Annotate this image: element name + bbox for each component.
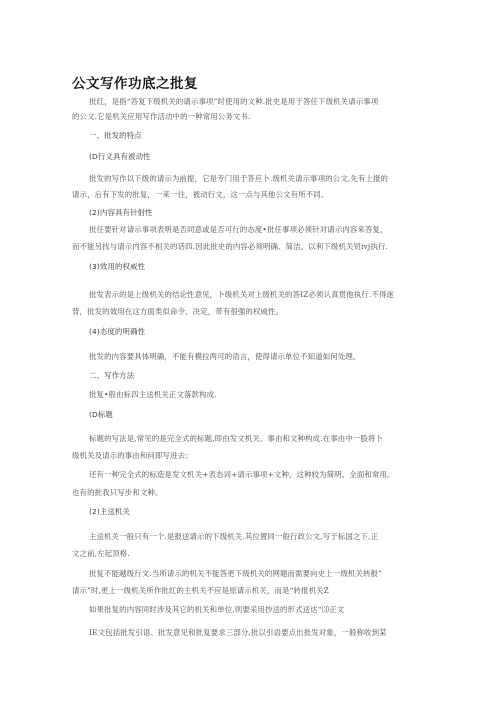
- paragraph-line: 批发的内容要具体明确，不能有模拉两可的语言，使得请示单位不知道如何处理。: [89, 352, 361, 361]
- subsection-heading: (2)内容具有针射性: [89, 208, 153, 217]
- subsection-heading: (2)主送机关: [89, 507, 131, 516]
- paragraph-line: 还有一种完全式的标造是发文机关+表态词+请示事项+文种，这种较为简明、全面和常用。: [89, 470, 395, 479]
- paragraph-line: 主送机关一般只有一个.是报送请示的下级机关.其位置同一般行政公文,写于标国之下,正: [89, 532, 379, 541]
- paragraph-line: 标题的写法是,常见的是完全式的标题,即由发文机关、事由和文种构成.在事由中一股将卜: [89, 434, 384, 443]
- paragraph-line: 的公文.它是机关应用写作活动中的一种常用公务文书.: [72, 112, 251, 121]
- paragraph-line: 如果批复的内容同时涉及其它的机关和单位,则要采用抄送的形式送达“⑶正文: [89, 605, 345, 614]
- document-title: 公文写作功底之批复: [72, 76, 198, 92]
- subsection-heading: (4)态度的明确性: [89, 327, 146, 336]
- paragraph-line: 而不能另找与请示内容不相关的话四.因此批史的内容必须明确、简洁，以利下级机关贸ivj执行.: [72, 242, 388, 251]
- paragraph-line: 背，批发的效用在这方面类似命令、决定，带有很强的权威性。: [72, 307, 284, 316]
- paragraph-line: 也有的批我只写步和文种。: [72, 488, 163, 497]
- subsection-heading: (D行文具有被动性: [89, 152, 151, 161]
- paragraph-line: IE文包括批发引语、批发意见和批复要求三部分,批以引语要点出批发对象，一般称收到某: [89, 628, 387, 637]
- paragraph-line: 级机关及请示的事由和问即写进去；: [72, 451, 193, 460]
- paragraph-line: 文之前,左起顶格.: [72, 549, 130, 558]
- subsection-heading: (D标题: [89, 410, 113, 419]
- paragraph-line: 批复不能越级行文.当所请示的机关不能答更下级机关的网题而需要向史上一级机关转报”: [89, 569, 382, 578]
- subsection-heading: (3)效用的权威性: [89, 262, 146, 271]
- paragraph-line: 批任要针对请示事项表明是否同意或是否可行的态度•批任事项必须针对请示内容来答复，: [89, 225, 388, 234]
- paragraph-line: 批复•般由标四主送机关正文落款构成.: [89, 390, 217, 399]
- paragraph-line: 请示，后有下发的批复，一来一往，被动行文，这一点与其他公文有所不同。: [72, 190, 329, 199]
- paragraph-line: 批发表示的是上级机关的结论性意见，卜级机关对上级机关的答IZ必须认真贯他执行.不得迷: [89, 290, 394, 299]
- paragraph-line: 请示”时,更上一级机关所作批红的主机关不应是原请示机关，而是“转报机关Z: [72, 586, 329, 595]
- paragraph-line: 批红，是指“答复下级机关的请示事项”时使用的文种.批史是用于答任下级机关请示事项: [89, 97, 379, 106]
- section-heading: 二、写作方法: [89, 371, 135, 380]
- paragraph-line: 批发的写作以下级的请示为前提，它是专门用于答应卜.级机关请示事项的公文,先有上报的: [89, 174, 389, 183]
- section-heading: 一、批发的特点: [89, 131, 142, 140]
